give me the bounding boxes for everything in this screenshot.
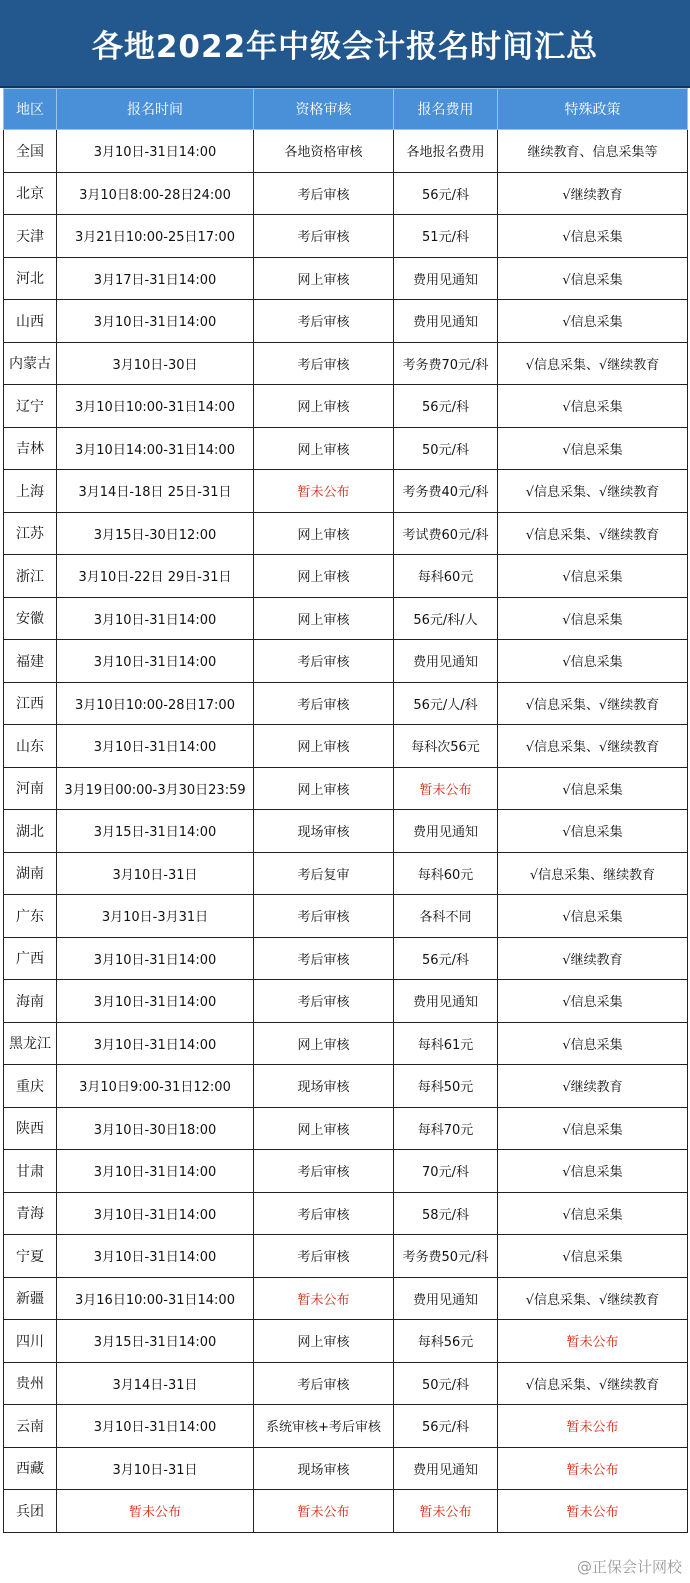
table-row	[4, 980, 688, 1023]
region-cell: 新疆	[4, 1277, 57, 1320]
special-policy-cell: √信息采集	[498, 767, 688, 810]
table-row	[4, 215, 688, 258]
region-cell: 河北	[4, 257, 57, 300]
qualification-review-cell: 现场审核	[254, 1447, 394, 1490]
table-row	[4, 1362, 688, 1405]
qualification-review-cell: 考后复审	[254, 852, 394, 895]
table-row	[4, 257, 688, 300]
special-policy-cell: √信息采集、继续教育	[498, 852, 688, 895]
registration-fee-cell: 56元/科	[394, 172, 498, 215]
table-row	[4, 640, 688, 683]
registration-time-cell: 3月10日-3月31日	[57, 895, 254, 938]
qualification-review-cell: 现场审核	[254, 810, 394, 853]
qualification-review-cell: 考后审核	[254, 342, 394, 385]
region-cell: 青海	[4, 1192, 57, 1235]
registration-fee-cell: 50元/科	[394, 427, 498, 470]
region-cell: 福建	[4, 640, 57, 683]
special-policy-cell: √信息采集	[498, 1107, 688, 1150]
registration-time-cell: 暂未公布	[57, 1490, 254, 1533]
header-region: 地区	[4, 89, 57, 130]
region-cell: 山西	[4, 300, 57, 343]
registration-time-cell: 3月10日-31日14:00	[57, 1235, 254, 1278]
header-qualification-review: 资格审核	[254, 89, 394, 130]
region-cell: 辽宁	[4, 385, 57, 428]
qualification-review-cell: 暂未公布	[254, 1490, 394, 1533]
table-row	[4, 300, 688, 343]
registration-fee-cell: 考务费50元/科	[394, 1235, 498, 1278]
qualification-review-cell: 考后审核	[254, 1150, 394, 1193]
qualification-review-cell: 各地资格审核	[254, 130, 394, 173]
table-row	[4, 172, 688, 215]
registration-time-cell: 3月10日-31日14:00	[57, 937, 254, 980]
region-cell: 江苏	[4, 512, 57, 555]
qualification-review-cell: 考后审核	[254, 895, 394, 938]
registration-fee-cell: 费用见通知	[394, 980, 498, 1023]
region-cell: 甘肃	[4, 1150, 57, 1193]
registration-fee-cell: 费用见通知	[394, 810, 498, 853]
region-cell: 吉林	[4, 427, 57, 470]
region-cell: 重庆	[4, 1065, 57, 1108]
registration-time-cell: 3月10日14:00-31日14:00	[57, 427, 254, 470]
registration-fee-cell: 各科不同	[394, 895, 498, 938]
special-policy-cell: 继续教育、信息采集等	[498, 130, 688, 173]
registration-fee-cell: 51元/科	[394, 215, 498, 258]
table-row	[4, 725, 688, 768]
region-cell: 江西	[4, 682, 57, 725]
special-policy-cell: √信息采集、√继续教育	[498, 1277, 688, 1320]
region-cell: 兵团	[4, 1490, 57, 1533]
region-cell: 黑龙江	[4, 1022, 57, 1065]
table-row	[4, 342, 688, 385]
registration-time-cell: 3月10日8:00-28日24:00	[57, 172, 254, 215]
special-policy-cell: √信息采集	[498, 1022, 688, 1065]
registration-time-cell: 3月17日-31日14:00	[57, 257, 254, 300]
region-cell: 云南	[4, 1405, 57, 1448]
region-cell: 内蒙古	[4, 342, 57, 385]
registration-fee-cell: 暂未公布	[394, 767, 498, 810]
registration-time-cell: 3月10日10:00-31日14:00	[57, 385, 254, 428]
qualification-review-cell: 网上审核	[254, 767, 394, 810]
region-cell: 西藏	[4, 1447, 57, 1490]
region-cell: 广西	[4, 937, 57, 980]
registration-fee-cell: 考试费60元/科	[394, 512, 498, 555]
qualification-review-cell: 网上审核	[254, 597, 394, 640]
registration-time-cell: 3月15日-30日12:00	[57, 512, 254, 555]
special-policy-cell: √信息采集	[498, 980, 688, 1023]
table-row	[4, 130, 688, 173]
registration-fee-cell: 费用见通知	[394, 1277, 498, 1320]
table-body	[4, 130, 688, 1533]
table-header-row	[4, 89, 688, 130]
special-policy-cell: √信息采集	[498, 1150, 688, 1193]
registration-fee-cell: 每科70元	[394, 1107, 498, 1150]
registration-time-cell: 3月14日-18日 25日-31日	[57, 470, 254, 513]
registration-time-cell: 3月21日10:00-25日17:00	[57, 215, 254, 258]
registration-table	[3, 88, 688, 1533]
table-row	[4, 1192, 688, 1235]
registration-fee-cell: 费用见通知	[394, 257, 498, 300]
special-policy-cell: √信息采集	[498, 810, 688, 853]
qualification-review-cell: 网上审核	[254, 1022, 394, 1065]
registration-time-cell: 3月10日-31日14:00	[57, 130, 254, 173]
region-cell: 全国	[4, 130, 57, 173]
special-policy-cell: √信息采集、√继续教育	[498, 342, 688, 385]
table-row	[4, 1235, 688, 1278]
table-row	[4, 1447, 688, 1490]
special-policy-cell: √信息采集	[498, 640, 688, 683]
registration-fee-cell: 每科61元	[394, 1022, 498, 1065]
registration-fee-cell: 56元/科	[394, 385, 498, 428]
table-row	[4, 1022, 688, 1065]
special-policy-cell: √信息采集	[498, 215, 688, 258]
table-row	[4, 1320, 688, 1363]
page-title: 各地2022年中级会计报名时间汇总	[91, 28, 599, 65]
special-policy-cell: √信息采集、√继续教育	[498, 512, 688, 555]
special-policy-cell: √信息采集	[498, 555, 688, 598]
qualification-review-cell: 网上审核	[254, 257, 394, 300]
qualification-review-cell: 考后审核	[254, 1192, 394, 1235]
qualification-review-cell: 暂未公布	[254, 470, 394, 513]
registration-time-cell: 3月15日-31日14:00	[57, 1320, 254, 1363]
region-cell: 广东	[4, 895, 57, 938]
registration-time-cell: 3月10日-31日14:00	[57, 980, 254, 1023]
table-row	[4, 555, 688, 598]
qualification-review-cell: 网上审核	[254, 725, 394, 768]
registration-fee-cell: 每科60元	[394, 555, 498, 598]
registration-fee-cell: 考务费70元/科	[394, 342, 498, 385]
qualification-review-cell: 网上审核	[254, 427, 394, 470]
special-policy-cell: √信息采集	[498, 427, 688, 470]
header-registration-time: 报名时间	[57, 89, 254, 130]
qualification-review-cell: 系统审核+考后审核	[254, 1405, 394, 1448]
special-policy-cell: √信息采集	[498, 597, 688, 640]
registration-fee-cell: 费用见通知	[394, 300, 498, 343]
header-registration-fee: 报名费用	[394, 89, 498, 130]
registration-fee-cell: 暂未公布	[394, 1490, 498, 1533]
registration-time-cell: 3月10日-31日14:00	[57, 1150, 254, 1193]
table-row	[4, 1405, 688, 1448]
registration-time-cell: 3月10日-31日14:00	[57, 640, 254, 683]
special-policy-cell: √继续教育	[498, 1065, 688, 1108]
special-policy-cell: √继续教育	[498, 172, 688, 215]
special-policy-cell: √信息采集、√继续教育	[498, 725, 688, 768]
registration-time-cell: 3月10日-31日14:00	[57, 300, 254, 343]
special-policy-cell: √继续教育	[498, 937, 688, 980]
registration-fee-cell: 每科次56元	[394, 725, 498, 768]
special-policy-cell: √信息采集	[498, 895, 688, 938]
registration-fee-cell: 56元/科	[394, 937, 498, 980]
region-cell: 贵州	[4, 1362, 57, 1405]
qualification-review-cell: 网上审核	[254, 555, 394, 598]
qualification-review-cell: 网上审核	[254, 1320, 394, 1363]
table-row	[4, 767, 688, 810]
registration-time-cell: 3月10日-31日14:00	[57, 725, 254, 768]
registration-fee-cell: 58元/科	[394, 1192, 498, 1235]
table-row	[4, 852, 688, 895]
qualification-review-cell: 考后审核	[254, 1235, 394, 1278]
registration-time-cell: 3月14日-31日	[57, 1362, 254, 1405]
special-policy-cell: √信息采集	[498, 1192, 688, 1235]
registration-time-cell: 3月10日-31日14:00	[57, 1022, 254, 1065]
registration-fee-cell: 每科50元	[394, 1065, 498, 1108]
registration-fee-cell: 56元/人/科	[394, 682, 498, 725]
special-policy-cell: √信息采集	[498, 385, 688, 428]
region-cell: 上海	[4, 470, 57, 513]
special-policy-cell: √信息采集、√继续教育	[498, 1362, 688, 1405]
registration-fee-cell: 考务费40元/科	[394, 470, 498, 513]
qualification-review-cell: 暂未公布	[254, 1277, 394, 1320]
registration-time-cell: 3月16日10:00-31日14:00	[57, 1277, 254, 1320]
watermark: @正保会计网校	[576, 1558, 682, 1576]
region-cell: 北京	[4, 172, 57, 215]
table-row	[4, 810, 688, 853]
region-cell: 陕西	[4, 1107, 57, 1150]
region-cell: 湖北	[4, 810, 57, 853]
region-cell: 四川	[4, 1320, 57, 1363]
table-row	[4, 682, 688, 725]
region-cell: 湖南	[4, 852, 57, 895]
region-cell: 海南	[4, 980, 57, 1023]
registration-fee-cell: 每科60元	[394, 852, 498, 895]
title-bar	[0, 0, 690, 88]
qualification-review-cell: 考后审核	[254, 682, 394, 725]
special-policy-cell: √信息采集	[498, 300, 688, 343]
registration-time-cell: 3月10日9:00-31日12:00	[57, 1065, 254, 1108]
registration-time-cell: 3月10日-31日	[57, 852, 254, 895]
registration-fee-cell: 各地报名费用	[394, 130, 498, 173]
registration-fee-cell: 56元/科/人	[394, 597, 498, 640]
qualification-review-cell: 网上审核	[254, 512, 394, 555]
registration-time-cell: 3月10日-31日14:00	[57, 1405, 254, 1448]
special-policy-cell: √信息采集、√继续教育	[498, 470, 688, 513]
table-row	[4, 597, 688, 640]
registration-fee-cell: 70元/科	[394, 1150, 498, 1193]
registration-time-cell: 3月10日-30日	[57, 342, 254, 385]
registration-fee-cell: 56元/科	[394, 1405, 498, 1448]
registration-fee-cell: 费用见通知	[394, 1447, 498, 1490]
table-row	[4, 512, 688, 555]
registration-fee-cell: 费用见通知	[394, 640, 498, 683]
special-policy-cell: 暂未公布	[498, 1447, 688, 1490]
special-policy-cell: √信息采集	[498, 257, 688, 300]
table-row	[4, 1150, 688, 1193]
registration-time-cell: 3月10日-22日 29日-31日	[57, 555, 254, 598]
region-cell: 浙江	[4, 555, 57, 598]
qualification-review-cell: 网上审核	[254, 1107, 394, 1150]
qualification-review-cell: 考后审核	[254, 980, 394, 1023]
qualification-review-cell: 考后审核	[254, 300, 394, 343]
special-policy-cell: 暂未公布	[498, 1405, 688, 1448]
qualification-review-cell: 考后审核	[254, 215, 394, 258]
qualification-review-cell: 网上审核	[254, 385, 394, 428]
qualification-review-cell: 考后审核	[254, 937, 394, 980]
special-policy-cell: 暂未公布	[498, 1320, 688, 1363]
header-special-policy: 特殊政策	[498, 89, 688, 130]
qualification-review-cell: 考后审核	[254, 172, 394, 215]
special-policy-cell: √信息采集、√继续教育	[498, 682, 688, 725]
region-cell: 安徽	[4, 597, 57, 640]
qualification-review-cell: 考后审核	[254, 1362, 394, 1405]
region-cell: 河南	[4, 767, 57, 810]
table-row	[4, 1277, 688, 1320]
special-policy-cell: √信息采集	[498, 1235, 688, 1278]
region-cell: 山东	[4, 725, 57, 768]
region-cell: 天津	[4, 215, 57, 258]
registration-time-cell: 3月10日10:00-28日17:00	[57, 682, 254, 725]
table-row	[4, 470, 688, 513]
table-row	[4, 427, 688, 470]
registration-fee-cell: 50元/科	[394, 1362, 498, 1405]
registration-time-cell: 3月10日-31日14:00	[57, 597, 254, 640]
table-row	[4, 937, 688, 980]
qualification-review-cell: 现场审核	[254, 1065, 394, 1108]
registration-time-cell: 3月15日-31日14:00	[57, 810, 254, 853]
table-row	[4, 1107, 688, 1150]
table-row	[4, 385, 688, 428]
registration-fee-cell: 每科56元	[394, 1320, 498, 1363]
table-row	[4, 1065, 688, 1108]
table-row	[4, 1490, 688, 1533]
registration-time-cell: 3月10日-31日14:00	[57, 1192, 254, 1235]
registration-time-cell: 3月10日-31日	[57, 1447, 254, 1490]
registration-time-cell: 3月10日-30日18:00	[57, 1107, 254, 1150]
qualification-review-cell: 考后审核	[254, 640, 394, 683]
table-row	[4, 895, 688, 938]
region-cell: 宁夏	[4, 1235, 57, 1278]
registration-time-cell: 3月19日00:00-3月30日23:59	[57, 767, 254, 810]
special-policy-cell: 暂未公布	[498, 1490, 688, 1533]
